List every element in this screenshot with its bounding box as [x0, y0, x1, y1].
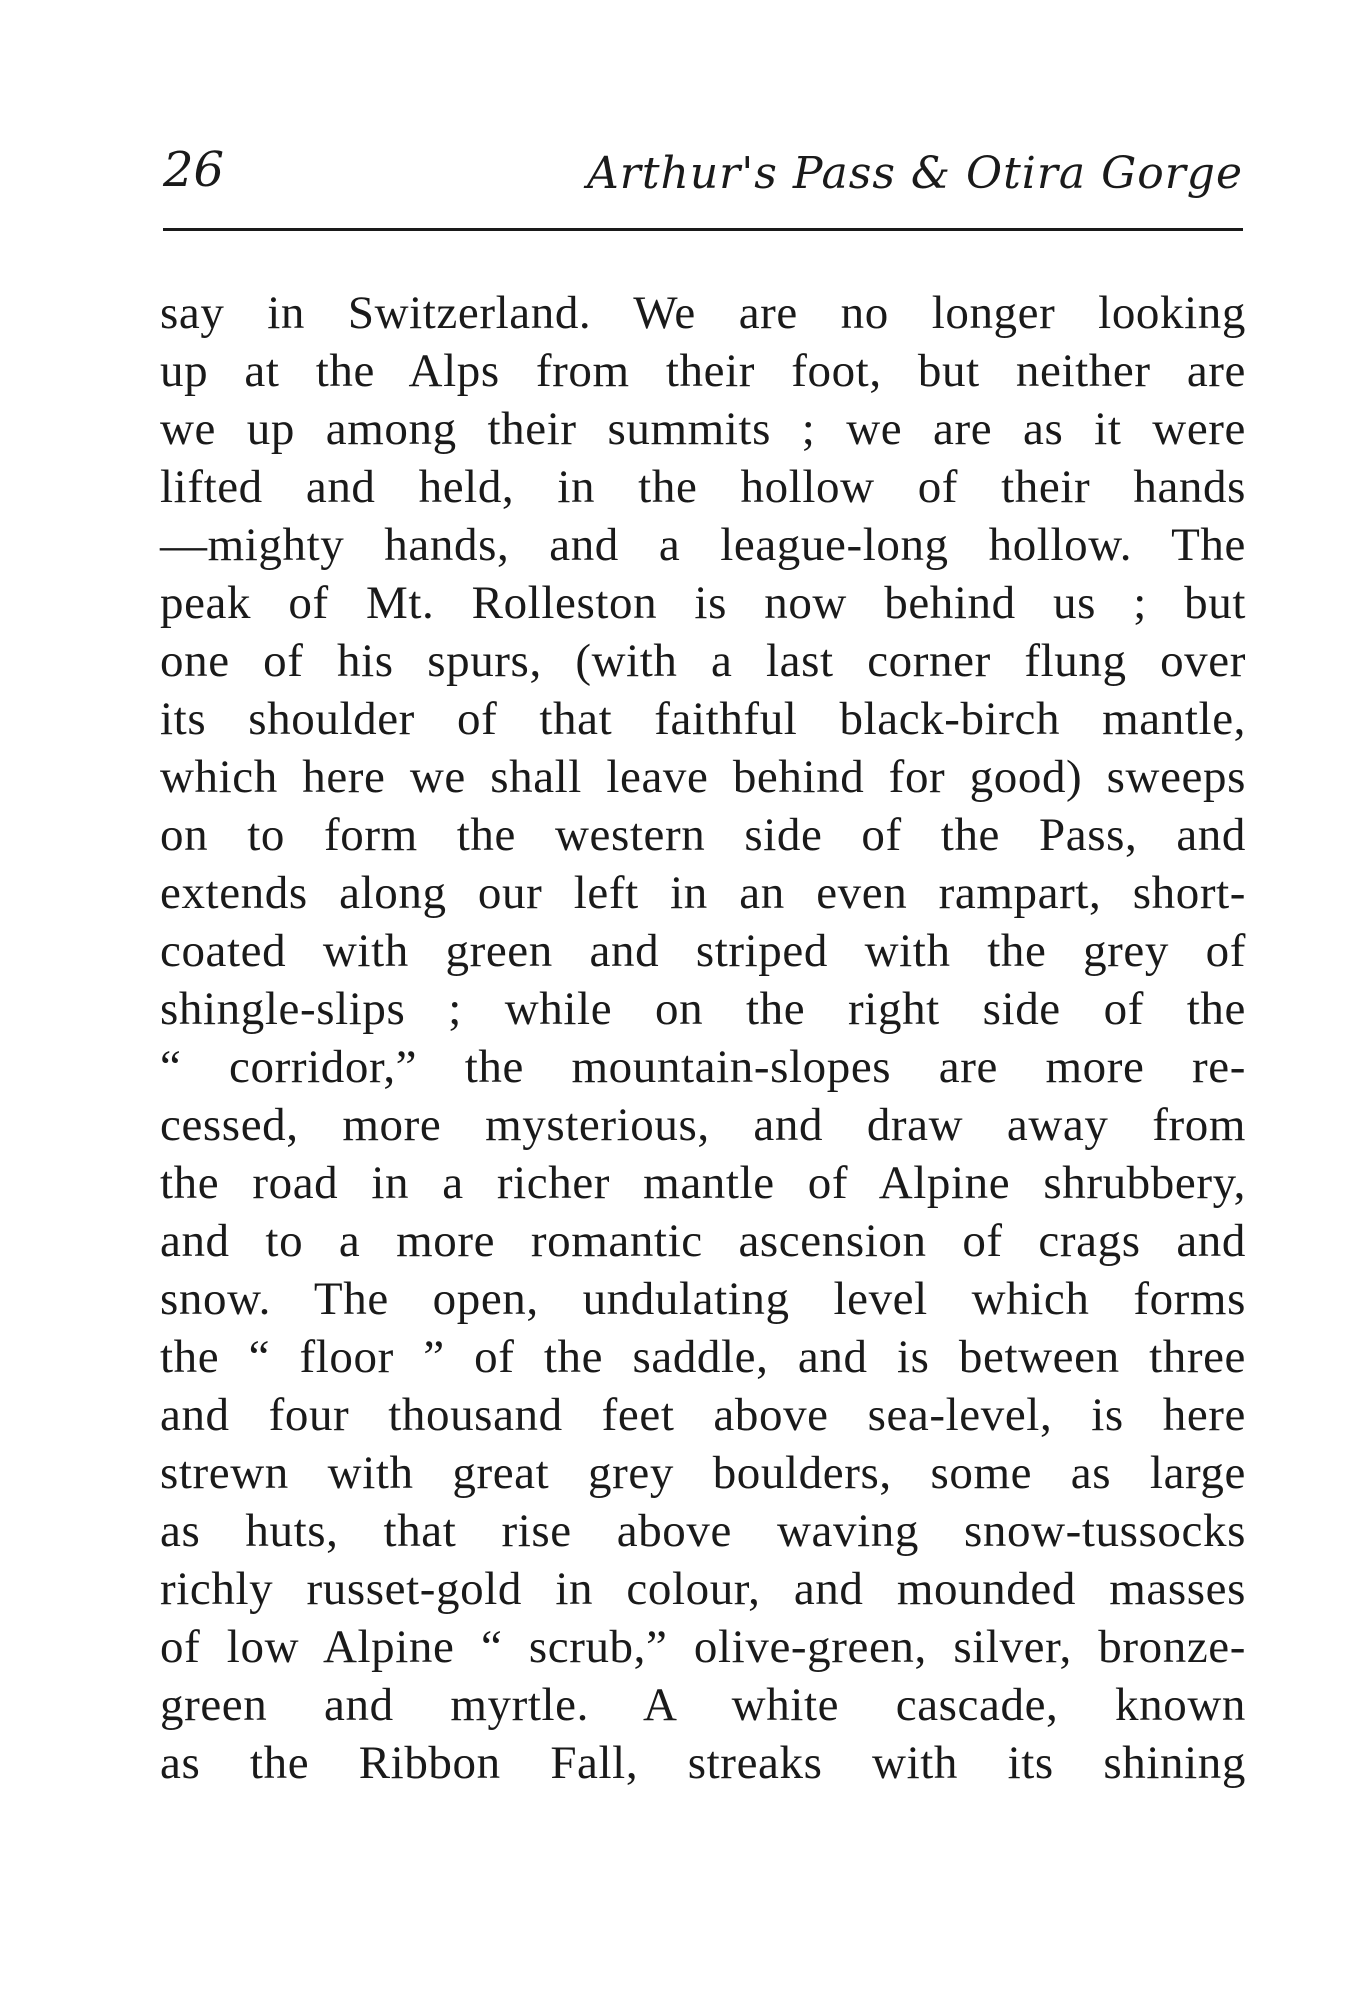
text-line: richly russet-gold in colour, and mounded masses [160, 1563, 1246, 1615]
text-line: peak of Mt. Rolleston is now behind us ; but [160, 577, 1246, 629]
text-line: we up among their summits ; we are as it were [160, 403, 1246, 455]
text-line: of low Alpine “ scrub,” olive-green, silver, bronze- [160, 1621, 1246, 1673]
text-line: the road in a richer mantle of Alpine shrubbery, [160, 1157, 1246, 1209]
text-line: which here we shall leave behind for good) sweeps [160, 751, 1246, 803]
text-line: as huts, that rise above waving snow-tussocks [160, 1505, 1246, 1557]
text-line: the “ floor ” of the saddle, and is between three [160, 1331, 1246, 1383]
page-header [163, 140, 1243, 212]
text-line: on to form the western side of the Pass, and [160, 809, 1246, 861]
text-line: as the Ribbon Fall, streaks with its shining [160, 1737, 1246, 1789]
header-rule [163, 228, 1243, 231]
text-line: and four thousand feet above sea-level, is here [160, 1389, 1246, 1441]
text-line: coated with green and striped with the grey of [160, 925, 1246, 977]
text-line: —mighty hands, and a league-long hollow. The [160, 519, 1246, 571]
text-line: lifted and held, in the hollow of their hands [160, 461, 1246, 513]
text-line: one of his spurs, (with a last corner flung over [160, 635, 1246, 687]
page-number: 26 [163, 142, 225, 198]
text-line: strewn with great grey boulders, some as large [160, 1447, 1246, 1499]
text-line: shingle-slips ; while on the right side of the [160, 983, 1246, 1035]
text-line: snow. The open, undulating level which forms [160, 1273, 1246, 1325]
text-line: “ corridor,” the mountain-slopes are more re- [160, 1041, 1246, 1093]
text-line: its shoulder of that faithful black-birch mantle, [160, 693, 1246, 745]
text-line: say in Switzerland. We are no longer looking [160, 287, 1246, 339]
text-line: extends along our left in an even rampart, short- [160, 867, 1246, 919]
text-line: cessed, more mysterious, and draw away from [160, 1099, 1246, 1151]
body-text [160, 284, 1246, 1792]
text-line: green and myrtle. A white cascade, known [160, 1679, 1246, 1731]
text-line: and to a more romantic ascension of crags and [160, 1215, 1246, 1267]
running-head: Arthur's Pass & Otira Gorge [587, 148, 1243, 199]
text-line: up at the Alps from their foot, but neither are [160, 345, 1246, 397]
